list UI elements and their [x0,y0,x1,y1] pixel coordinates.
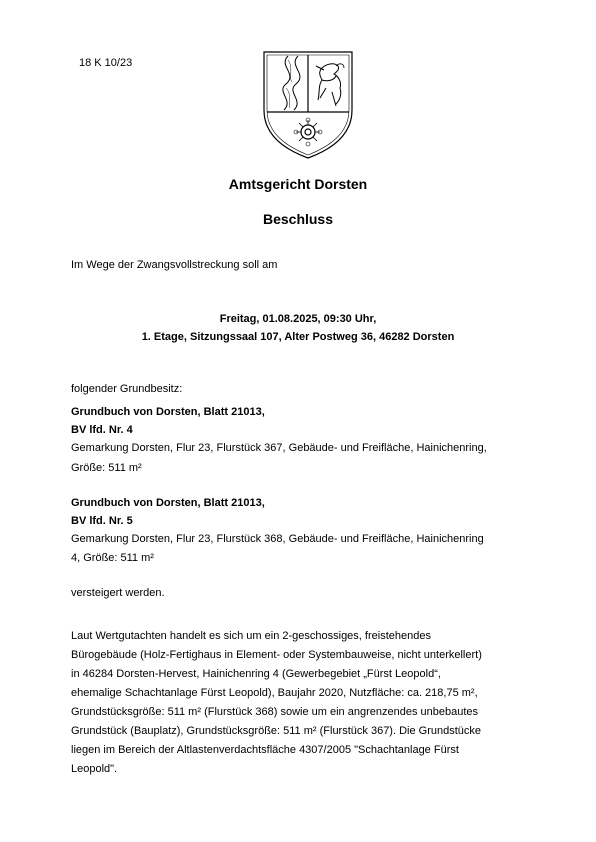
property-item: BV lfd. Nr. 5 [71,515,133,527]
appraisal-line: ehemalige Schachtanlage Fürst Leopold), Baujahr 2020, Nutzfläche: ca. 218,75 m², [71,687,478,699]
auction-location: 1. Etage, Sitzungssaal 107, Alter Postweg 36, 46282 Dorsten [141,331,455,343]
appraisal-line: liegen im Bereich der Altlastenverdachtsfläche 4307/2005 "Schachtanlage Fürst [71,744,459,756]
property-description: 4, Größe: 511 m² [71,552,154,564]
property-register: Grundbuch von Dorsten, Blatt 21013, [71,406,265,418]
appraisal-line: Leopold". [71,763,118,775]
property-description: Größe: 511 m² [71,462,142,474]
property-item: BV lfd. Nr. 4 [71,424,133,436]
property-intro: folgender Grundbesitz: [71,383,183,395]
property-register: Grundbuch von Dorsten, Blatt 21013, [71,497,265,509]
appraisal-line: Grundstücksgröße: 511 m² (Flurstück 368) sowie um ein angrenzendes unbebautes [71,706,479,718]
intro-text: Im Wege der Zwangsvollstreckung soll am [71,259,278,271]
appraisal-line: in 46284 Dorsten-Hervest, Hainichenring 4 (Gewerbegebiet „Fürst Leopold“, [71,668,441,680]
property-description: Gemarkung Dorsten, Flur 23, Flurstück 368, Gebäude- und Freifläche, Hainichenring [71,533,484,545]
closing-text: versteigert werden. [71,587,165,599]
decision-title: Beschluss [262,211,334,227]
appraisal-line: Bürogebäude (Holz-Fertighaus in Element- oder Systembauweise, nicht unterkellert) [71,649,482,661]
property-description: Gemarkung Dorsten, Flur 23, Flurstück 367, Gebäude- und Freifläche, Hainichenring, [71,442,487,454]
auction-date: Freitag, 01.08.2025, 09:30 Uhr, [219,313,377,325]
nrw-coat-of-arms-icon [258,48,358,160]
file-reference: 18 K 10/23 [79,57,133,69]
appraisal-line: Grundstück (Bauplatz), Grundstücksgröße: 511 m² (Flurstück 367). Die Grundstücke [71,725,482,737]
appraisal-line: Laut Wertgutachten handelt es sich um ein 2-geschossiges, freistehendes [71,630,431,642]
court-name: Amtsgericht Dorsten [228,176,368,192]
